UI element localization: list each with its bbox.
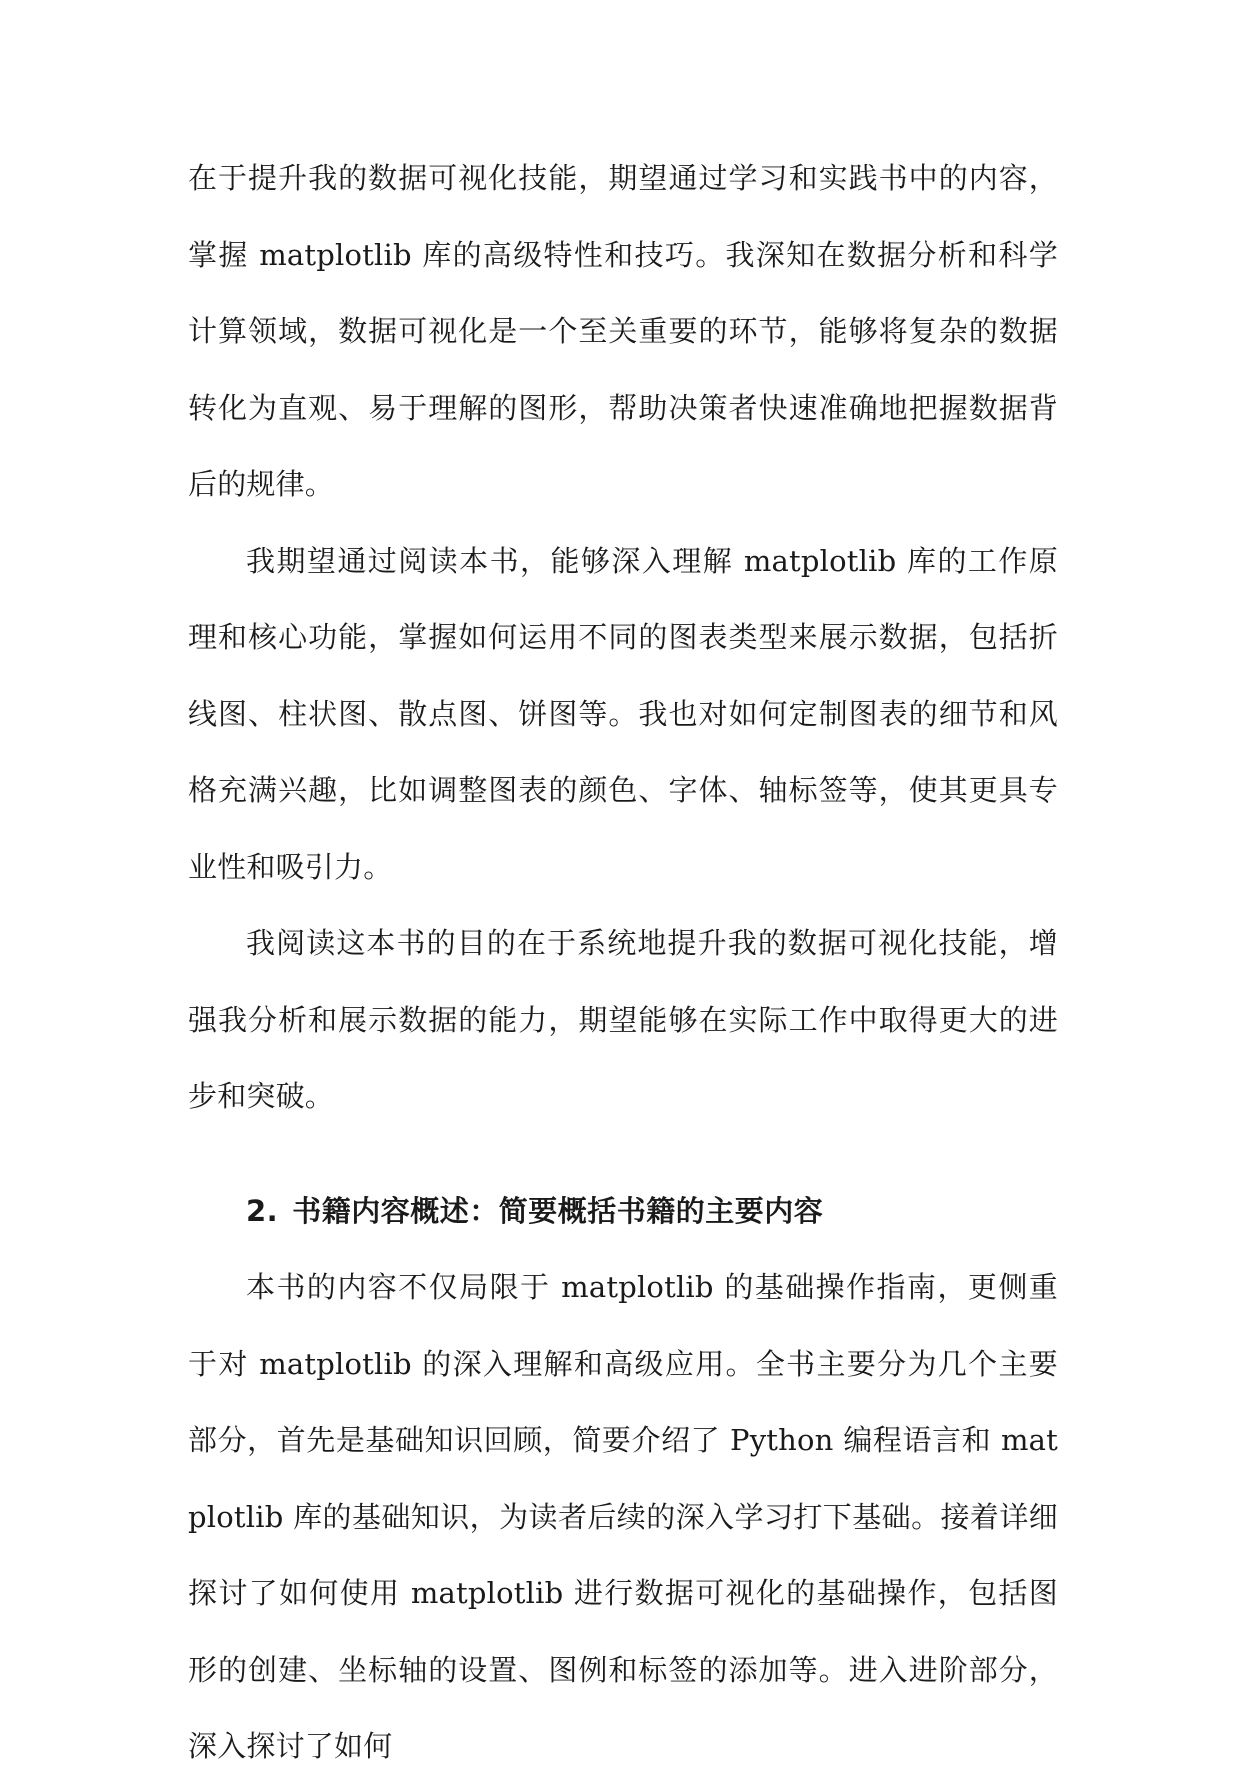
body-paragraph: 在于提升我的数据可视化技能，期望通过学习和实践书中的内容，掌握 matplotlib 库的高级特性和技巧。我深知在数据分析和科学计算领域，数据可视化是一个至关重要的环节，能够将复杂的数据转化为直观、易于理解的图形，帮助决策者快速准确地把握数据背后的规律。 (188, 161, 1058, 501)
body-paragraph: 本书的内容不仅局限于 matplotlib 的基础操作指南，更侧重于对 matplotlib 的深入理解和高级应用。全书主要分为几个主要部分，首先是基础知识回顾，简要介绍了 Python 编程语言和 matplotlib 库的基础知识，为读者后续的深入学习打下基础。接着详细探讨了如何使用 matplotlib 进行数据可视化的基础操作，包括图形的创建、坐标轴的设置、图例和标签的添加等。进入进阶部分，深入探讨了如何 (188, 1270, 1058, 1763)
section-title: 书籍内容概述：简要概括书籍的主要内容 (292, 1193, 824, 1228)
section-number: 2. (246, 1193, 279, 1228)
body-paragraph: 我阅读这本书的目的在于系统地提升我的数据可视化技能，增强我分析和展示数据的能力，期望能够在实际工作中取得更大的进步和突破。 (188, 926, 1058, 1113)
section-heading (188, 1173, 1058, 1250)
body-paragraph: 我期望通过阅读本书，能够深入理解 matplotlib 库的工作原理和核心功能，掌握如何运用不同的图表类型来展示数据，包括折线图、柱状图、散点图、饼图等。我也对如何定制图表的细节和风格充满兴趣，比如调整图表的颜色、字体、轴标签等，使其更具专业性和吸引力。 (188, 543, 1058, 884)
document-body (188, 140, 1058, 1785)
